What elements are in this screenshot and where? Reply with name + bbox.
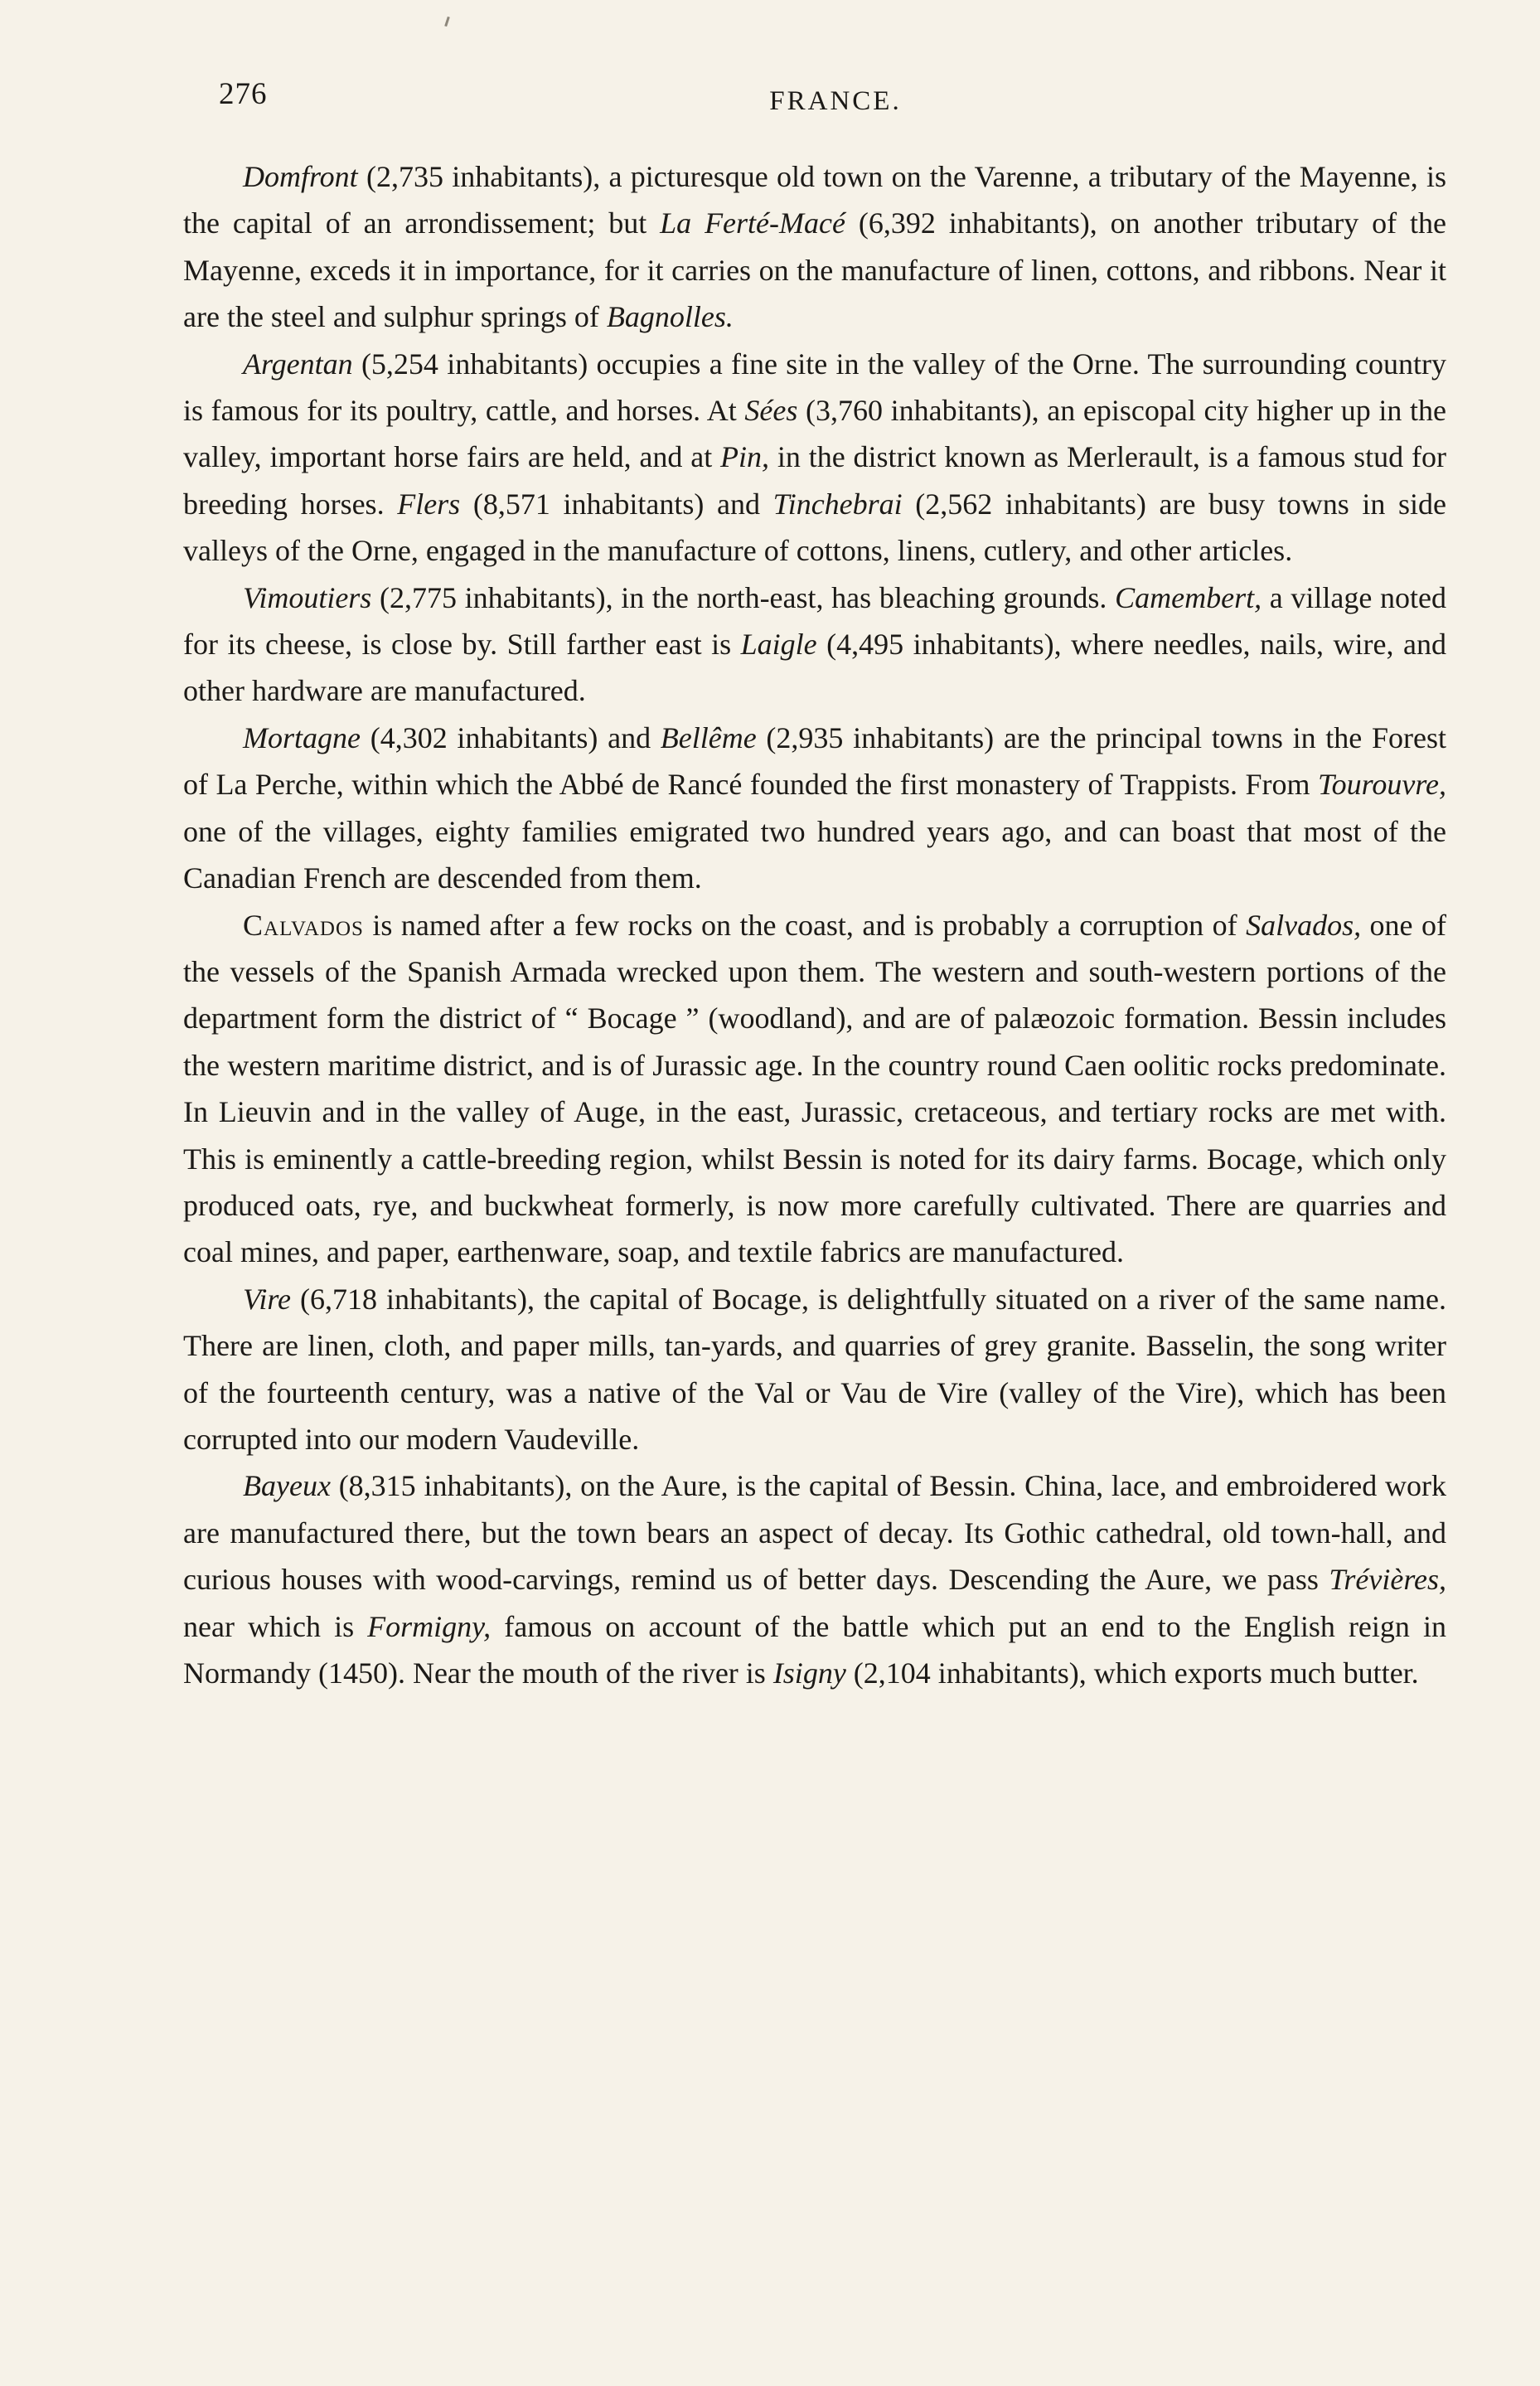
text-run: in the district known as Merlerault, is a famous stud for breeding horses. [183,440,1446,521]
place-name: Domfront [243,160,358,193]
place-name: Camembert, [1115,580,1262,614]
text-run: (2,775 inhabitants), in the north-east, has bleaching grounds. [371,580,1116,614]
text-run: famous on account of the battle which put an end to the English reign in Normandy (1450). Near the mouth of the river is [183,1609,1446,1690]
text-run: (2,562 inhabitants) are busy towns in side valleys of the Orne, engaged in the manufacture of cottons, linens, cutlery, and other articles. [183,487,1446,568]
place-name: Pin, [720,440,770,474]
running-head: FRANCE. [769,86,902,116]
text-run: is named after a few rocks on the coast, and is probably a corruption of [363,908,1247,942]
text-run: (4,302 inhabitants) and [360,720,661,754]
place-name: Bellême [660,720,757,754]
text-run: (6,718 inhabitants), the capital of Bocage, is delightfully situated on a river of the same name. There are linen, cloth, and paper mills, tan-yards, and quarries of grey granite. Basselin, the song writer of the fourteenth century, was a native of the Val or Vau de Vire (valley of the Vire), which has been corrupted into our modern Vaudeville. [183,1282,1446,1456]
text-run: near which is [183,1609,368,1643]
text-run: one of the villages, eighty families emigrated two hundred years ago, and can boast that most of the Canadian French are descended from them. [183,814,1446,895]
place-name: Isigny [772,1656,846,1690]
body-text [183,153,1446,1696]
text-run: (8,315 inhabitants), on the Aure, is the capital of Bessin. China, lace, and embroidered work are manufactured there, but the town bears an aspect of decay. Its Gothic cathedral, old town-hall, and curious houses with wood-carvings, remind us of better days. Descending the Aure, we pass [183,1469,1446,1597]
place-name: Sées [744,394,798,428]
place-name: La Ferté-Macé [660,206,845,240]
paragraph [183,153,1446,341]
paragraph [183,341,1446,575]
paragraph [183,1276,1446,1463]
text-run: (2,104 inhabitants), which exports much butter. [845,1656,1419,1690]
text-run: (5,254 inhabitants) occupies a fine site in the valley of the Orne. The surrounding country is famous for its poultry, cattle, and horses. At [183,347,1446,428]
text-run: (8,571 inhabitants) and [460,487,773,521]
place-name: Trévières, [1329,1563,1446,1597]
place-name: Bagnolles. [606,300,734,334]
page-header [219,76,1452,126]
text-run: a village noted for its cheese, is close by. Still farther east is [183,580,1447,662]
text-run: (2,735 inhabitants), a picturesque old town on the Varenne, a tributary of the Mayenne, is the capital of an arrondissement; but [183,160,1446,240]
text-run: (4,495 inhabitants), where needles, nails, wire, and other hardware are manufactured. [183,628,1447,708]
place-name: Vire [243,1282,291,1316]
text-run: (6,392 inhabitants), on another tributary of the Mayenne, exceds it in importance, for it carries on the manufacture of linen, cottons, and ribbons. Near it are the steel and sulphur springs of [183,206,1447,334]
place-name: Vimoutiers [243,580,372,614]
place-name: Bayeux [243,1469,331,1503]
place-name: Formigny, [367,1609,492,1643]
place-name: Mortagne [243,720,361,754]
place-name: Laigle [740,628,817,662]
paragraph [183,715,1446,902]
place-name: Tourouvre, [1317,768,1446,802]
text-run: one of the vessels of the Spanish Armada wrecked upon them. The western and south-western portions of the department form the district of “ Bocage ” (woodland), and are of palæozoic formation. Bessin includes the western maritime district, and is of Jurassic age. In the country round Caen oolitic rocks predominate. In Lieuvin and in the valley of Auge, in the east, Jurassic, cretaceous, and tertiary rocks are met with. This is eminently a cattle-breeding region, whilst Bessin is noted for its dairy farms. Bocage, which only produced oats, rye, and buckwheat formerly, is now more carefully cultivated. There are quarries and coal mines, and paper, earthenware, soap, and textile fabrics are manufactured. [183,908,1446,1269]
text-run: (2,935 inhabitants) are the principal towns in the Forest of La Perche, within which the Abbé de Rancé founded the first monastery of Trappists. From [183,720,1446,802]
place-name: Argentan [243,347,353,381]
paragraph [183,1462,1446,1696]
place-name: Salvados, [1246,908,1362,942]
stray-ink-mark [444,17,450,27]
department-name: Calvados [243,908,364,942]
page-number: 276 [219,77,268,111]
paragraph [183,575,1446,715]
paragraph [183,902,1446,1276]
text-run: (3,760 inhabitants), an episcopal city higher up in the valley, important horse fairs are held, and at [183,394,1446,474]
place-name: Tinchebrai [772,487,903,521]
place-name: Flers [397,487,461,521]
